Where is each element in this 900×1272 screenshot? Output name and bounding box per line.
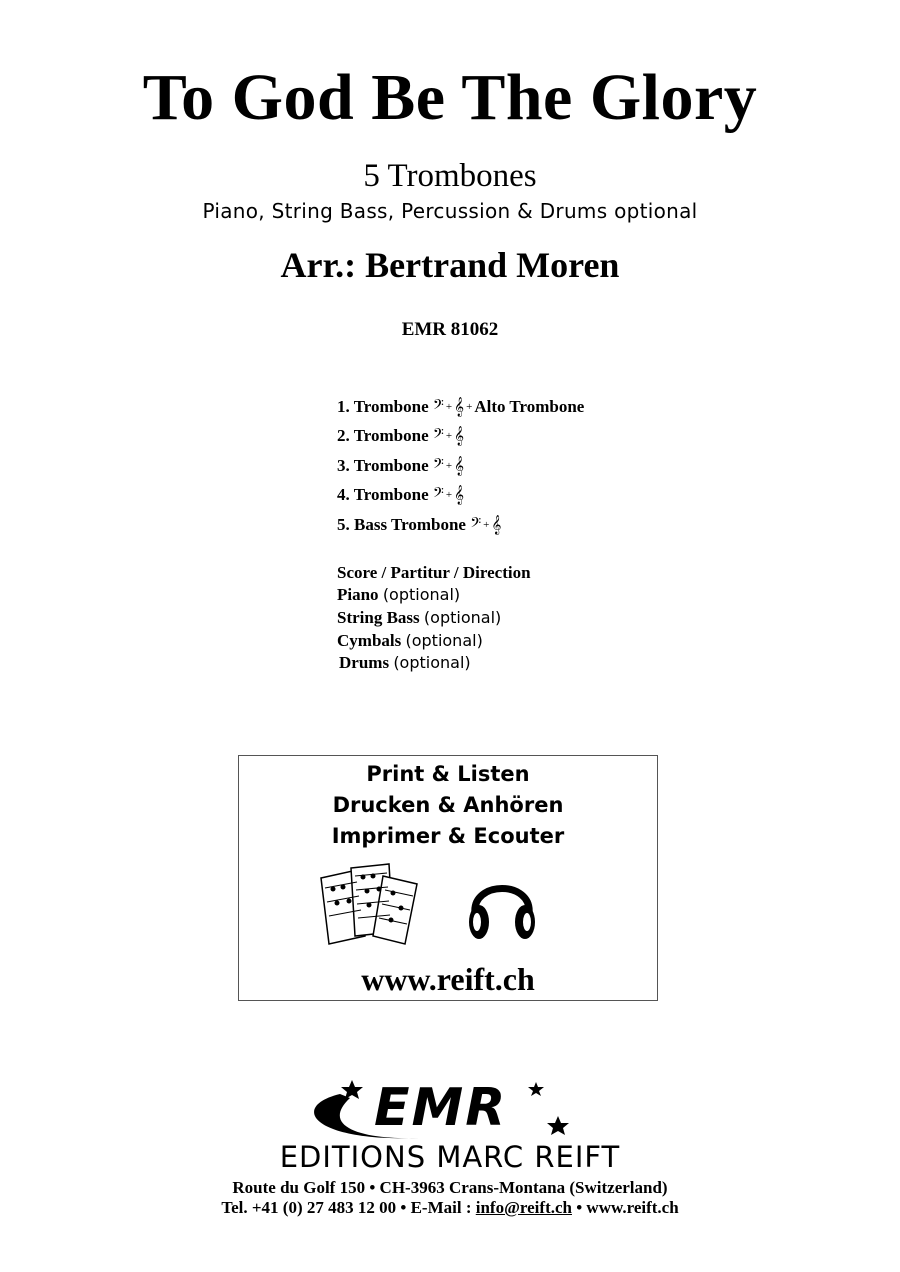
string-bass-line xyxy=(337,608,501,628)
drums-line xyxy=(339,653,471,673)
treble-clef-icon: 𝄞 xyxy=(454,426,465,446)
title: To God Be The Glory xyxy=(142,61,758,134)
headphones-icon xyxy=(465,868,539,944)
emr-logo xyxy=(300,1076,590,1146)
arranger: Arr.: Bertrand Moren xyxy=(280,245,620,285)
sheet-music-icon xyxy=(313,862,425,948)
part-4 xyxy=(337,485,464,505)
piano-label: Piano xyxy=(337,585,379,604)
plus-icon: + xyxy=(466,401,473,413)
optional-label: (optional) xyxy=(405,631,483,650)
treble-clef-icon: 𝄞 xyxy=(454,456,465,476)
treble-clef-icon: 𝄞 xyxy=(454,485,465,505)
promo-line-de: Drucken & Anhören xyxy=(332,793,564,817)
subtitle: 5 Trombones xyxy=(363,158,537,194)
publisher-address: Route du Golf 150 • CH-3963 Crans-Montana (Switzerland) xyxy=(232,1178,668,1197)
part-suffix: Alto Trombone xyxy=(474,397,585,416)
optional-label: (optional) xyxy=(382,585,461,604)
instrumentation-note: Piano, String Bass, Percussion & Drums optional xyxy=(202,199,698,223)
bass-clef-icon: 𝄢 xyxy=(432,485,444,505)
bass-clef-icon: 𝄢 xyxy=(432,456,444,476)
part-label: 5. Bass Trombone xyxy=(337,515,466,534)
publisher-name: EDITIONS MARC REIFT xyxy=(279,1140,621,1174)
drums-label: Drums xyxy=(339,653,390,672)
score-label: Score / Partitur / Direction xyxy=(337,563,531,582)
promo-line-fr: Imprimer & Ecouter xyxy=(331,824,565,848)
promo-url[interactable]: www.reift.ch xyxy=(361,961,535,997)
part-5 xyxy=(337,515,501,535)
treble-clef-icon: 𝄞 xyxy=(454,397,465,417)
cymbals-label: Cymbals xyxy=(337,631,402,650)
contact-web[interactable]: • www.reift.ch xyxy=(571,1198,679,1217)
bass-clef-icon: 𝄢 xyxy=(432,397,444,417)
bass-clef-icon: 𝄢 xyxy=(432,426,444,446)
publisher-contact xyxy=(0,1198,900,1218)
contact-tel: Tel. +41 (0) 27 483 12 00 • E-Mail : xyxy=(221,1198,476,1217)
part-2 xyxy=(337,426,464,446)
bass-clef-icon: 𝄢 xyxy=(470,515,482,535)
part-label: 4. Trombone xyxy=(337,485,429,504)
score-line xyxy=(337,563,531,583)
plus-icon: + xyxy=(445,430,453,442)
plus-icon: + xyxy=(445,460,453,472)
plus-icon: + xyxy=(445,489,453,501)
optional-label: (optional) xyxy=(393,653,471,672)
string-bass-label: String Bass xyxy=(337,608,420,627)
email-link[interactable]: info@reift.ch xyxy=(475,1198,572,1217)
part-label: 3. Trombone xyxy=(337,456,429,475)
cymbals-line xyxy=(337,631,483,651)
part-label: 1. Trombone xyxy=(337,397,429,416)
treble-clef-icon: 𝄞 xyxy=(491,515,502,535)
catalog-number: EMR 81062 xyxy=(401,319,499,340)
print-listen-box xyxy=(238,755,658,1001)
promo-line-en: Print & Listen xyxy=(366,762,530,786)
plus-icon: + xyxy=(445,401,453,413)
part-label: 2. Trombone xyxy=(337,426,429,445)
plus-icon: + xyxy=(483,519,490,531)
logo-text: EMR xyxy=(374,1078,508,1138)
piano-line xyxy=(337,585,460,605)
publisher-name-row xyxy=(0,1140,900,1174)
optional-label: (optional) xyxy=(423,608,502,627)
part-3 xyxy=(337,456,464,476)
part-1 xyxy=(337,397,584,417)
